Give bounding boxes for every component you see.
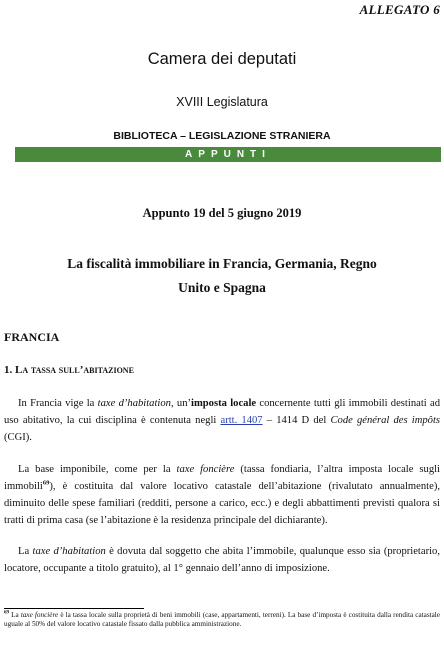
p2-text: ), è costituita dal valore locativo catastale dell’abitazione (rivalutato annualmente), diminuito delle spese familiari (redditi, persone a carico, ecc.) e degli abbattimenti previsti qualora si tratti di prima casa (se l’abitazione è la residenza principale del dichiarante). [4,481,440,526]
p3-text: La [18,546,33,557]
library-heading: BIBLIOTECA – LEGISLAZIONE STRANIERA [113,130,331,142]
document-date: Appunto 19 del 5 giugno 2019 [142,206,302,220]
p1-bold: imposta locale [191,398,257,409]
footnote-text: è la tassa locale sulla proprietà di beni immobili (case, appartamenti, terreni). La base d’imposta è costituita dalla rendita catastale uguale al 50% del valore locativo catastale fissato dalla pubblica amministrazione. [4,611,440,628]
p1-text: – 1414 D del [262,415,331,426]
chamber-name: Camera dei deputati [147,50,297,68]
section-number: 1. [4,364,13,376]
p1-italic: taxe d’habitation [97,398,171,409]
p2-italic: taxe foncière [176,464,235,475]
footnote [4,611,440,629]
footnote-text: La [9,611,21,619]
footnote-reference[interactable]: 69 [42,479,50,487]
p3-text: è dovuta dal soggetto che abita l’immobile, qualunque esso sia (proprietario, locatore, occupante a titolo gratuito), al 1° gennaio dell’anno di imposizione. [4,546,440,574]
section-title: La tassa sull’abitazione [15,364,134,376]
country-heading: FRANCIA [4,330,60,344]
title-line-2: Unito e Spagna [178,280,266,295]
p2-text: La base imponibile, come per la [18,464,177,475]
footnote-number: 69 [4,610,9,616]
p1-italic: Code général des impôts [330,415,441,426]
legislature-label: XVIII Legislatura [176,95,268,109]
paragraph-2 [4,461,440,529]
p1-text: concernente tutti gli immobili destinati ad uso abitativo, la cui disciplina è contenuta negli [4,398,440,426]
law-article-link[interactable]: artt. 1407 [220,415,263,426]
paragraph-3 [4,543,440,577]
p1-text: , un’ [170,398,192,409]
section-heading [4,364,134,376]
p1-text: (CGI). [4,432,32,443]
paragraph-1 [4,395,440,446]
attachment-label: ALLEGATO 6 [359,2,440,17]
p2-text: (tassa fondiaria, l’altra imposta locale sugli immobili [4,464,441,492]
footnote-divider [4,608,144,609]
appunti-banner: APPUNTI [15,147,441,162]
document-title [20,252,424,300]
title-line-1: La fiscalità immobiliare in Francia, Germania, Regno [67,256,377,271]
p3-italic: taxe d’habitation [32,546,106,557]
p1-text: In Francia vige la [18,398,98,409]
footnote-italic: taxe foncière [20,611,59,619]
